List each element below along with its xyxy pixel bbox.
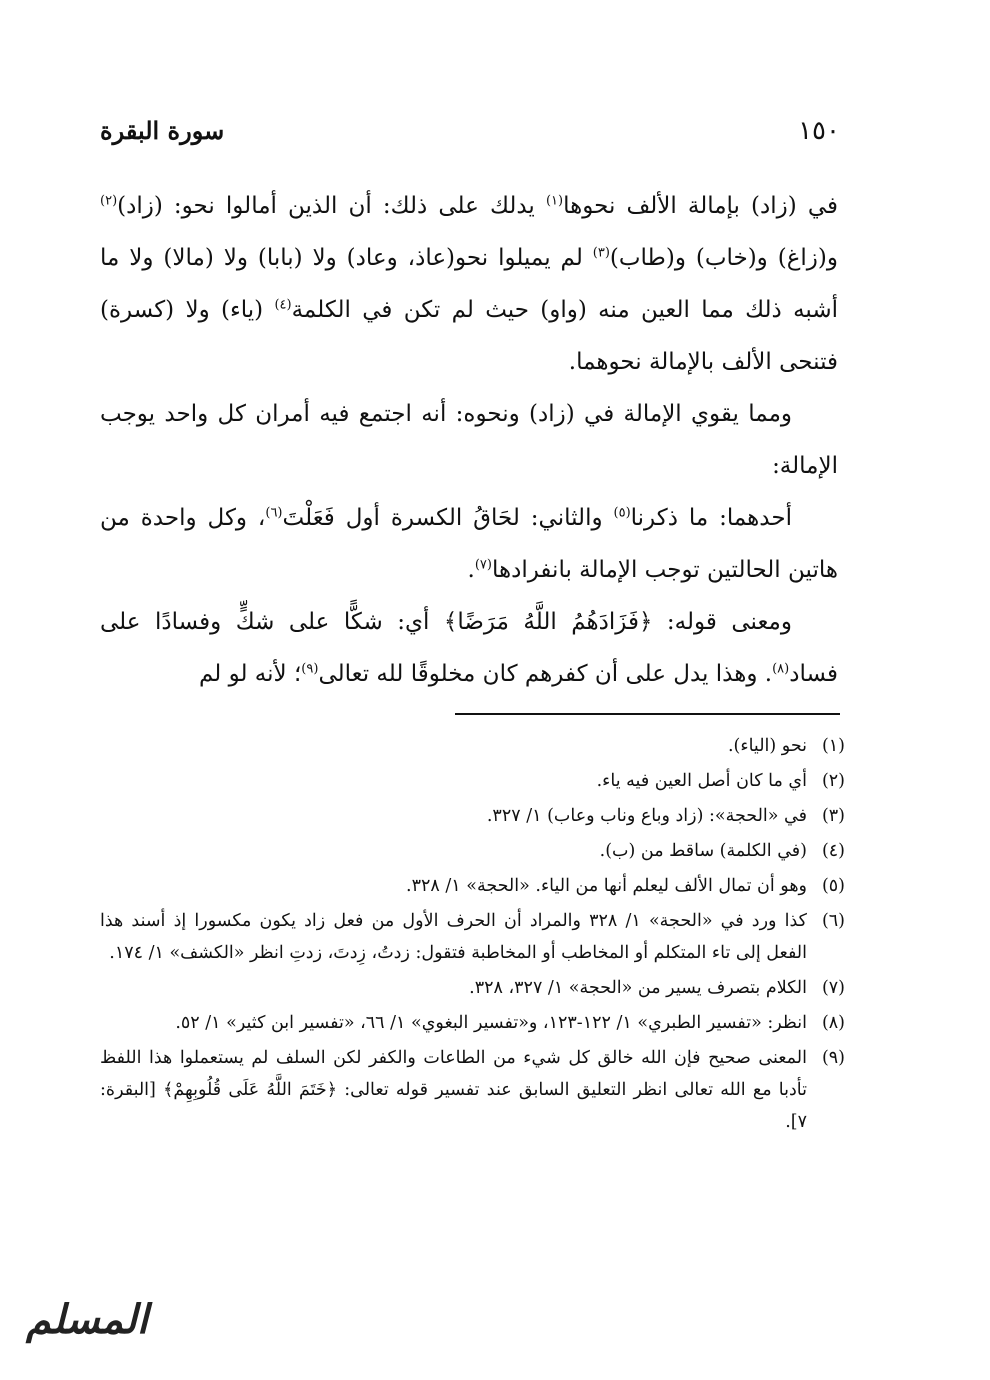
footnote-number: (٢) — [821, 771, 845, 791]
footnotes — [100, 730, 845, 1141]
footnote-number: (٣) — [821, 806, 845, 826]
page-number: ١٥٠ — [798, 116, 840, 146]
paragraph-1 — [100, 180, 838, 388]
text-span: . وهذا يدل على أن كفرهم كان مخلوقًا لله تعالى — [318, 661, 773, 687]
footnote-text: (في الكلمة) ساقط من (ب). — [599, 841, 807, 861]
footnote-item — [100, 1007, 845, 1039]
footnote-number: (٦) — [821, 911, 845, 931]
footnote-ref-5: (٥) — [613, 505, 631, 521]
text-span: ؛ لأنه لو لم — [198, 661, 302, 687]
footnote-text: وهو أن تمال الألف ليعلم أنها من الياء. «الحجة» ١/ ٣٢٨. — [406, 876, 807, 896]
text-span: و(زاغ) و(خاب) و(طاب) — [609, 245, 838, 271]
footnote-text: الكلام بتصرف يسير من «الحجة» ١/ ٣٢٧، ٣٢٨. — [469, 978, 807, 998]
footnote-text: كذا ورد في «الحجة» ١/ ٣٢٨ والمراد أن الحرف الأول من فعل زاد يكون مكسورا إذ أسند هذا الفعل إلى تاء المتكلم أو المخاطب أو المخاطبة فتقول: زدتُ، زِدتَ، زدتِ انظر «الكشف» ١/ ١٧٤. — [100, 911, 808, 963]
logo-text: المسلم — [26, 1296, 148, 1343]
footnote-text: في «الحجة»: (زاد وباع وناب وعاب) ١/ ٣٢٧. — [486, 806, 807, 826]
text-span: في (زاد) بإمالة الألف نحوها — [563, 193, 839, 219]
footnote-text: نحو (الياء). — [727, 736, 807, 756]
footnote-item — [100, 800, 845, 832]
text-span: يدلك على ذلك: أن الذين أمالوا نحو: (زاد) — [117, 193, 546, 219]
page-header — [100, 112, 840, 152]
footnote-item — [100, 1042, 845, 1138]
footnote-number: (٧) — [821, 978, 845, 998]
text-span: (ياء) ولا (كسرة) فتنحى الألف بالإمالة نحوهما. — [100, 297, 838, 375]
footnote-item — [100, 905, 845, 969]
footnote-text: المعنى صحيح فإن الله خالق كل شيء من الطاعات والكفر لكن السلف لم يستعملوا هذا اللفظ تأدبا مع الله تعالى انظر التعليق السابق عند تفسير قوله تعالى: ﴿خَتَمَ اللَّهُ عَلَى قُلُوبِهِمْ﴾ [البقرة: ٧]. — [100, 1048, 807, 1132]
footnote-ref-7: (٧) — [474, 557, 492, 573]
text-span: والثاني: لحَاقُ الكسرة أول فَعَلْتَ — [282, 505, 614, 531]
footnote-number: (٥) — [821, 876, 845, 896]
text-span: ومعنى قوله: ﴿فَزَادَهُمُ اللَّهُ مَرَضًا﴾ أي: شكًّا على شكٍّ وفسادًا على فساد — [100, 609, 838, 687]
footnote-ref-2: (٢) — [100, 193, 118, 209]
footnote-ref-6: (٦) — [265, 505, 283, 521]
footnote-item — [100, 730, 845, 762]
footnote-item — [100, 835, 845, 867]
footnote-ref-1: (١) — [545, 193, 564, 209]
paragraph-3 — [100, 492, 838, 596]
footnote-number: (١) — [821, 736, 845, 756]
running-title: سورة البقرة — [100, 116, 225, 145]
paragraph-2: ومما يقوي الإمالة في (زاد) ونحوه: أنه اجتمع فيه أمران كل واحد يوجب الإمالة: — [100, 401, 838, 479]
footnote-number: (٨) — [821, 1013, 845, 1033]
footnote-number: (٤) — [821, 841, 845, 861]
footnote-item — [100, 870, 845, 902]
footnote-ref-9: (٩) — [301, 661, 319, 677]
footnote-item — [100, 972, 845, 1004]
footnote-item — [100, 765, 845, 797]
footnote-number: (٩) — [821, 1048, 845, 1068]
footnote-ref-3: (٣) — [592, 245, 610, 261]
footnote-divider — [455, 713, 840, 715]
main-text — [100, 180, 838, 700]
publisher-logo — [12, 1290, 162, 1360]
text-span: أحدهما: ما ذكرنا — [630, 505, 792, 531]
paragraph-4 — [100, 596, 838, 700]
footnote-text: انظر: «تفسير الطبري» ١/ ١٢٢-١٢٣، و«تفسير البغوي» ١/ ٦٦، «تفسير ابن كثير» ١/ ٥٢. — [175, 1013, 807, 1033]
footnote-text: أي ما كان أصل العين فيه ياء. — [596, 771, 807, 791]
text-span: . — [467, 557, 475, 583]
footnote-ref-8: (٨) — [772, 661, 790, 677]
text-span: لم يميلوا نحو(عاذ، وعاد) ولا (بابا) ولا (مالا) ولا ما أشبه ذلك مما العين منه (واو) حيث لم تكن في الكلمة — [100, 245, 839, 323]
footnote-ref-4: (٤) — [274, 297, 292, 313]
text-span: ، وكل واحدة من هاتين الحالتين توجب الإمالة بانفرادها — [100, 505, 838, 583]
